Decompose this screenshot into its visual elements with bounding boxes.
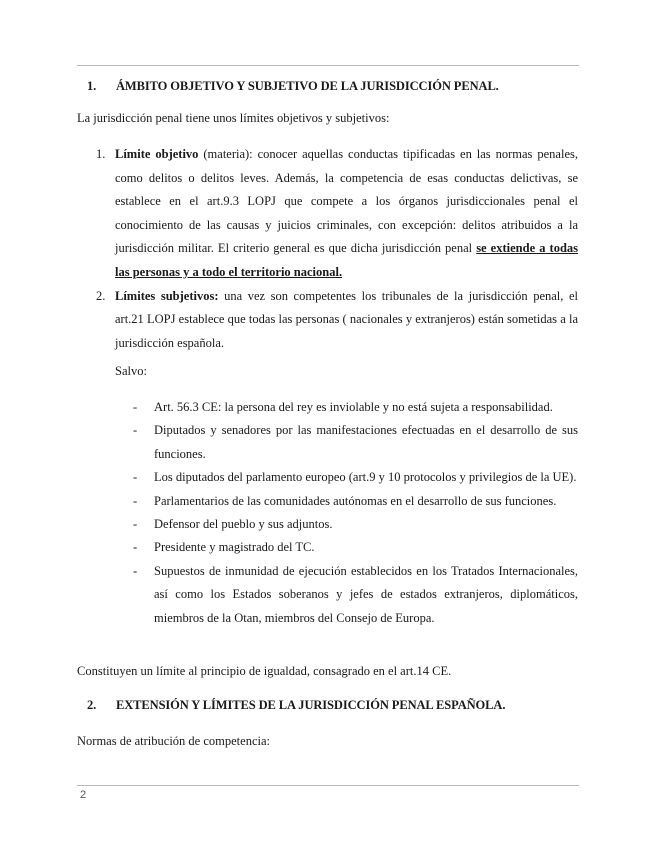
list-item-bold-label: Límites subjetivos: bbox=[115, 288, 219, 303]
list-item bbox=[96, 285, 578, 356]
section-2-heading bbox=[87, 698, 505, 713]
section-1-heading bbox=[87, 79, 499, 94]
list-marker: 2. bbox=[96, 288, 106, 303]
exceptions-list bbox=[133, 396, 578, 630]
exception-item bbox=[133, 419, 578, 466]
limits-list bbox=[96, 143, 578, 355]
exception-text: Parlamentarios de las comunidades autónomas en el desarrollo de sus funciones. bbox=[154, 493, 557, 508]
list-item-bold-label: Límite objetivo bbox=[115, 147, 199, 161]
header-rule bbox=[77, 65, 579, 66]
exception-text: Art. 56.3 CE: la persona del rey es inviolable y no está sujeta a responsabilidad. bbox=[154, 400, 553, 414]
list-item-text: (materia): conocer aquellas conductas tipificadas en las normas penales, como delitos o delitos leves. Además, la competencia de esas conductas delictivas, se establece en el art.9.3 LOPJ que compete a los órganos jurisdiccionales penal el conocimiento de las causas y juicios criminales, con excepción: delitos atribuidos a la jurisdicción militar. El criterio general es que dicha jurisdicción penal bbox=[115, 147, 578, 256]
list-marker: 1. bbox=[96, 147, 106, 161]
exception-text: Diputados y senadores por las manifestaciones efectuadas en el desarrollo de sus funciones. bbox=[154, 423, 578, 461]
intro-paragraph: La jurisdicción penal tiene unos límites objetivos y subjetivos: bbox=[77, 111, 390, 125]
section-1-number: 1. bbox=[87, 79, 97, 93]
section-2-title: EXTENSIÓN Y LÍMITES DE LA JURISDICCIÓN PENAL ESPAÑOLA. bbox=[116, 698, 506, 712]
dash-marker: - bbox=[133, 423, 138, 438]
exception-text: Supuestos de inmunidad de ejecución establecidos en los Tratados Internacionales, así como los Estados soberanos y jefes de estados extranjeros, diplomáticos, miembros de la Otan, miembros del Consejo de Europa. bbox=[154, 563, 578, 625]
page-number: 2 bbox=[80, 789, 87, 801]
exception-text: Defensor del pueblo y sus adjuntos. bbox=[154, 517, 333, 532]
exception-item bbox=[133, 396, 578, 419]
dash-marker: - bbox=[133, 517, 138, 532]
exception-item bbox=[133, 560, 578, 630]
exception-text: Los diputados del parlamento europeo (art.9 y 10 protocolos y privilegios de la UE). bbox=[154, 470, 577, 485]
list-item bbox=[96, 143, 578, 285]
list-item-text: una vez son competentes los tribunales de la jurisdicción penal, el art.21 LOPJ establece que todas las personas ( nacionales y extranjeros) están sometidas a la jurisdicción española. bbox=[115, 288, 578, 350]
dash-marker: - bbox=[133, 563, 138, 578]
exception-text: Presidente y magistrado del TC. bbox=[154, 540, 315, 555]
closing-paragraph: Constituyen un límite al principio de igualdad, consagrado en el art.14 CE. bbox=[77, 664, 452, 678]
section-1-title: ÁMBITO OBJETIVO Y SUBJETIVO DE LA JURISDICCIÓN PENAL. bbox=[116, 79, 499, 93]
exception-item bbox=[133, 536, 578, 559]
norms-paragraph: Normas de atribución de competencia: bbox=[77, 734, 270, 748]
exception-item bbox=[133, 466, 578, 489]
section-2-number: 2. bbox=[87, 698, 97, 712]
dash-marker: - bbox=[133, 493, 138, 508]
salvo-label: Salvo: bbox=[115, 364, 147, 378]
dash-marker: - bbox=[133, 470, 138, 485]
exception-item bbox=[133, 513, 578, 536]
dash-marker: - bbox=[133, 540, 138, 555]
exception-item bbox=[133, 490, 578, 513]
list-item-emphasis: se extiende a todas las personas y a todo el territorio nacional. bbox=[115, 241, 579, 279]
dash-marker: - bbox=[133, 400, 138, 414]
footer-rule bbox=[77, 785, 579, 786]
